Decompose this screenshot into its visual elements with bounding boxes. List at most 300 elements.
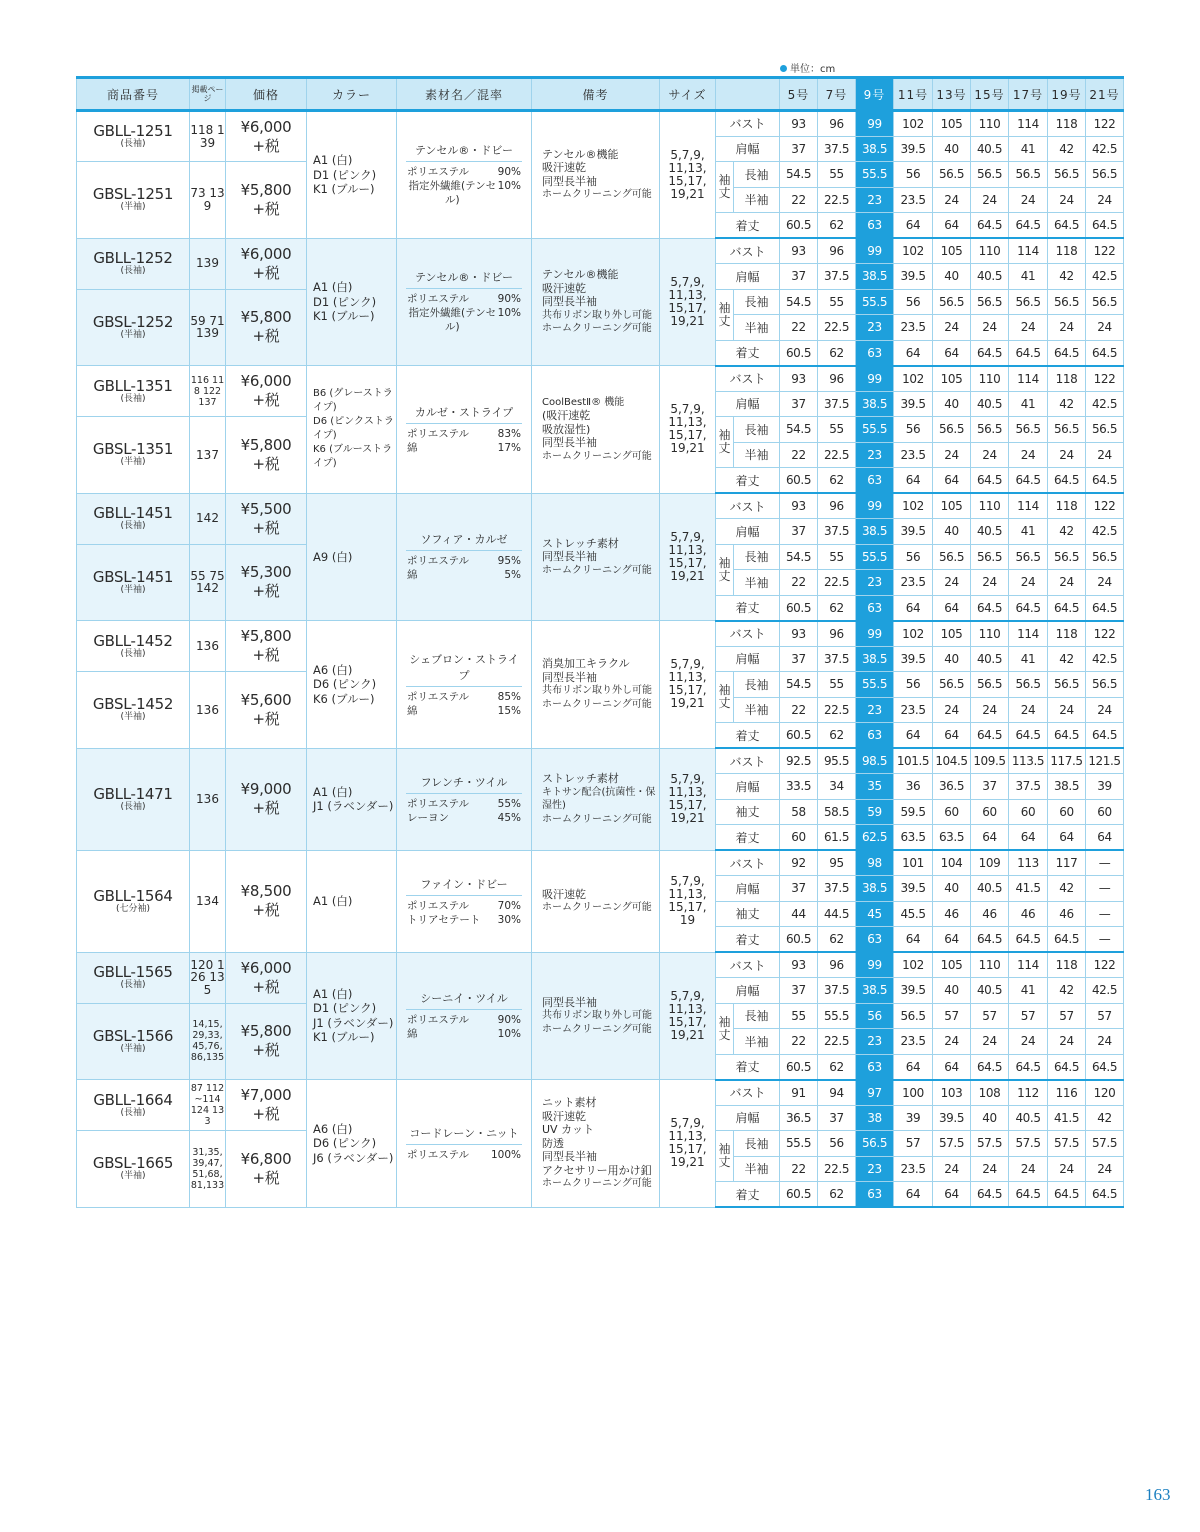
header-code: 商品番号	[77, 78, 190, 111]
measure-value: 24	[1048, 187, 1086, 213]
measure-value: 55.5	[780, 1131, 818, 1157]
notes-cell	[532, 1080, 660, 1208]
measure-value: 57	[1009, 1003, 1048, 1029]
row-label-half: 半袖	[734, 1156, 780, 1182]
measure-value: 42.5	[1086, 136, 1124, 162]
row-label-long: 長袖	[734, 672, 780, 698]
measure-value: 24	[1009, 697, 1048, 723]
measure-value: 40.5	[1009, 1105, 1048, 1131]
measure-value: 60	[780, 825, 818, 851]
measure-value: 62.5	[856, 825, 894, 851]
price-cell	[226, 289, 307, 366]
fiber: ポリエステル	[407, 293, 470, 306]
measure-value: 64	[933, 927, 971, 953]
measure-value: 64	[1086, 825, 1124, 851]
measure-value: 24	[933, 697, 971, 723]
measure-value: 24	[1048, 1156, 1086, 1182]
measure-value: 57.5	[1048, 1131, 1086, 1157]
colors-cell	[307, 1080, 397, 1208]
color-option: D6 (ピンク)	[313, 677, 377, 691]
material-ratio	[397, 554, 531, 568]
measure-value: 64.5	[971, 595, 1009, 621]
measure-value: 64.5	[971, 1182, 1009, 1208]
measure-value: 46	[1009, 901, 1048, 927]
notes-cell	[532, 366, 660, 494]
measure-value: 64	[933, 595, 971, 621]
material-ratio	[397, 292, 531, 306]
fiber: 指定外繊維(テンセル)	[408, 180, 497, 207]
measure-value: 24	[1086, 570, 1124, 596]
measure-value: —	[1086, 876, 1124, 902]
header-size-15: 15号	[971, 78, 1009, 111]
measure-value: 118	[1048, 952, 1086, 978]
tax-note: +税	[252, 454, 280, 473]
tax-note: +税	[252, 1168, 280, 1187]
measure-value: 54.5	[780, 289, 818, 315]
measure-value: 39.5	[894, 519, 933, 545]
product-group	[77, 748, 1124, 850]
header-size-9: 9号	[856, 78, 894, 111]
product-code-cell	[77, 1131, 190, 1208]
measure-value: 102	[894, 238, 933, 264]
measure-value: 60.5	[780, 723, 818, 749]
measure-value: 63	[856, 340, 894, 366]
tax-note: +税	[252, 901, 280, 919]
ratio: 70%	[497, 899, 521, 912]
color-option: K6 (ブルー)	[313, 691, 375, 706]
product-code: GBSL-1452	[92, 695, 174, 714]
measure-value: 24	[1009, 187, 1048, 213]
measure-value: 64.5	[1009, 723, 1048, 749]
header-size: サイズ	[660, 78, 716, 111]
measure-value: 56	[894, 289, 933, 315]
material-ratio	[397, 441, 531, 455]
material-cell	[397, 238, 532, 366]
note-line: 吸放湿性)	[542, 422, 591, 436]
row-label-bust: バスト	[716, 238, 780, 264]
measure-value: 105	[933, 366, 971, 392]
note-line: ホームクリーニング可能	[542, 698, 652, 710]
measure-value: 99	[856, 366, 894, 392]
measure-value: 41	[1009, 978, 1048, 1004]
product-group	[77, 621, 1124, 749]
material-name: シーニイ・ツイル	[406, 990, 522, 1010]
measure-value: 103	[933, 1080, 971, 1106]
measure-value: 38.5	[856, 391, 894, 417]
row-label-length: 着丈	[716, 595, 780, 621]
product-code: GBSL-1665	[92, 1154, 174, 1173]
measure-value: 37	[780, 391, 818, 417]
measure-value: 105	[933, 621, 971, 647]
sleeve-type: (長袖)	[120, 1107, 146, 1118]
size-row	[77, 111, 1124, 137]
measure-value: 24	[1086, 187, 1124, 213]
measure-value: 93	[780, 366, 818, 392]
measure-value: 59	[856, 799, 894, 825]
measure-value: 55.5	[856, 544, 894, 570]
note-line: ホームクリーニング可能	[542, 450, 652, 462]
measure-value: 101.5	[894, 748, 933, 774]
price-cell	[226, 748, 307, 850]
color-option: J1 (ラベンダー)	[313, 799, 394, 813]
product-code: GBSL-1351	[92, 440, 174, 459]
measure-value: 57.5	[971, 1131, 1009, 1157]
note-line: ホームクリーニング可能	[542, 902, 652, 913]
size-range: 5,7,9, 11,13, 15,17, 19,21	[660, 1080, 716, 1208]
color-option: J6 (ラベンダー)	[313, 1150, 394, 1165]
measure-value: 114	[1009, 621, 1048, 647]
measure-value: 56.5	[1009, 162, 1048, 188]
pages-cell: 73 139	[190, 162, 226, 239]
measure-value: 60.5	[780, 927, 818, 953]
measure-value: 37	[780, 519, 818, 545]
measure-value: 63	[856, 595, 894, 621]
measure-value: 109	[971, 850, 1009, 876]
measure-value: 93	[780, 952, 818, 978]
material-name: テンセル®・ドビー	[406, 269, 522, 289]
color-option: K1 (ブルー)	[313, 182, 375, 196]
measure-value: 23	[856, 1156, 894, 1182]
sleeve-type: (長袖)	[120, 139, 146, 149]
measure-value: 99	[856, 493, 894, 519]
note-line: 同型長半袖	[542, 995, 597, 1009]
measure-value: 37	[780, 136, 818, 162]
fiber: ポリエステル	[407, 1148, 470, 1161]
measure-value: 56.5	[933, 289, 971, 315]
measure-value: 42	[1048, 264, 1086, 290]
measure-value: 37	[818, 1105, 856, 1131]
measure-value: 114	[1009, 111, 1048, 137]
price: ¥6,800	[240, 1149, 292, 1168]
measure-value: 22.5	[818, 1156, 856, 1182]
measure-value: 96	[818, 111, 856, 137]
measure-value: 40.5	[971, 136, 1009, 162]
measure-value: 40	[933, 876, 971, 902]
color-option: D1 (ピンク)	[313, 294, 377, 309]
tax-note: +税	[252, 136, 280, 155]
ratio: 90%	[497, 166, 521, 179]
sleeve-group-label: 袖丈	[716, 289, 734, 340]
measure-value: 105	[933, 493, 971, 519]
measure-value: 24	[1086, 1029, 1124, 1055]
price-cell	[226, 850, 307, 952]
fiber: 綿	[407, 704, 418, 717]
measure-value: 24	[1048, 442, 1086, 468]
measure-value: 24	[1048, 697, 1086, 723]
measure-value: 112	[1009, 1080, 1048, 1106]
fiber: ポリエステル	[407, 899, 470, 912]
measure-value: 105	[933, 111, 971, 137]
measure-value: 64.5	[971, 340, 1009, 366]
row-label-shoulder: 肩幅	[716, 519, 780, 545]
measure-value: 114	[1009, 952, 1048, 978]
ratio: 30%	[497, 913, 521, 926]
row-label-shoulder: 肩幅	[716, 978, 780, 1004]
measure-value: 64.5	[1048, 723, 1086, 749]
header-size-21: 21号	[1086, 78, 1124, 111]
measure-value: 22	[780, 570, 818, 596]
fiber: 指定外繊維(テンセル)	[408, 307, 497, 334]
measure-value: 62	[818, 468, 856, 494]
sleeve-group-label: 袖丈	[716, 1131, 734, 1182]
measure-value: 37	[971, 774, 1009, 800]
header-size-17: 17号	[1009, 78, 1048, 111]
ratio: 15%	[497, 704, 521, 717]
measure-value: 56.5	[1009, 544, 1048, 570]
measure-value: 55.5	[856, 162, 894, 188]
sleeve-type: (長袖)	[120, 266, 146, 276]
material-ratio	[397, 704, 531, 718]
row-label-half: 半袖	[734, 697, 780, 723]
row-label-long: 長袖	[734, 417, 780, 443]
sleeve-type: (長袖)	[120, 648, 146, 659]
row-label-sleeve: 袖丈	[716, 901, 780, 927]
measure-value: 36.5	[933, 774, 971, 800]
measure-value: 56.5	[933, 162, 971, 188]
measure-value: 113.5	[1009, 748, 1048, 774]
measure-value: 96	[818, 366, 856, 392]
measure-value: 37.5	[818, 519, 856, 545]
measure-value: 110	[971, 952, 1009, 978]
row-label-length: 着丈	[716, 1182, 780, 1208]
sleeve-type: (半袖)	[120, 1171, 146, 1182]
fiber: トリアセテート	[407, 913, 481, 926]
product-group	[77, 238, 1124, 366]
measure-value: 23.5	[894, 442, 933, 468]
pages-cell: 14,15, 29,33, 45,76, 86,135	[190, 1003, 226, 1080]
fiber: ポリエステル	[407, 797, 470, 810]
note-line: (吸汗速乾	[542, 409, 591, 422]
measure-value: 64	[933, 213, 971, 239]
measure-value: 96	[818, 621, 856, 647]
measure-value: 42	[1048, 391, 1086, 417]
color-option: A1 (白)	[313, 784, 353, 799]
material-cell	[397, 850, 532, 952]
fiber: ポリエステル	[407, 555, 470, 568]
measure-value: 23.5	[894, 1029, 933, 1055]
row-label-bust: バスト	[716, 366, 780, 392]
measure-value: 37.5	[1009, 774, 1048, 800]
product-code-cell	[77, 111, 190, 162]
measure-value: 45.5	[894, 901, 933, 927]
measure-value: 37.5	[818, 978, 856, 1004]
measure-value: 92.5	[780, 748, 818, 774]
pages-cell: 139	[190, 238, 226, 289]
measure-value: —	[1086, 850, 1124, 876]
size-row	[77, 621, 1124, 647]
measure-value: 102	[894, 952, 933, 978]
measure-value: 22.5	[818, 315, 856, 341]
material-cell	[397, 1080, 532, 1208]
row-label-length: 着丈	[716, 213, 780, 239]
measure-value: 24	[933, 187, 971, 213]
measure-value: 24	[971, 570, 1009, 596]
measure-value: 39	[1086, 774, 1124, 800]
measure-value: 23	[856, 187, 894, 213]
product-code-cell	[77, 238, 190, 289]
sleeve-type: (長袖)	[120, 980, 146, 990]
note-line: 防透	[542, 1136, 564, 1150]
measure-value: 24	[971, 187, 1009, 213]
note-line: ストレッチ素材	[542, 772, 619, 785]
size-range: 5,7,9, 11,13, 15,17, 19,21	[660, 493, 716, 621]
measure-value: 110	[971, 366, 1009, 392]
size-range: 5,7,9, 11,13, 15,17, 19,21	[660, 748, 716, 850]
measure-value: 37	[780, 264, 818, 290]
measure-value: 24	[1009, 570, 1048, 596]
measure-value: 55	[780, 1003, 818, 1029]
measure-value: 63	[856, 213, 894, 239]
price-cell	[226, 1003, 307, 1080]
material-ratio	[397, 811, 531, 825]
color-option: A1 (白)	[313, 280, 353, 294]
measure-value: 64.5	[1086, 595, 1124, 621]
product-group	[77, 111, 1124, 239]
pages-cell: 116 118 122 137	[190, 366, 226, 417]
note-line: ホームクリーニング可能	[542, 1178, 652, 1189]
fiber: ポリエステル	[407, 166, 470, 179]
measure-value: 22	[780, 1029, 818, 1055]
measure-value: 93	[780, 238, 818, 264]
sleeve-type: (半袖)	[120, 712, 146, 723]
notes-cell	[532, 952, 660, 1080]
note-line: 同型長半袖	[542, 670, 597, 684]
fiber: 綿	[407, 1028, 418, 1041]
measure-value: 96	[818, 493, 856, 519]
measure-value: 92	[780, 850, 818, 876]
product-code-cell	[77, 621, 190, 672]
header-size-11: 11号	[894, 78, 933, 111]
measure-value: 64	[894, 723, 933, 749]
price-cell	[226, 162, 307, 239]
measure-value: 22.5	[818, 570, 856, 596]
measure-value: 40	[933, 519, 971, 545]
header-color: カラー	[307, 78, 397, 111]
measure-value: 62	[818, 1054, 856, 1080]
notes-cell	[532, 238, 660, 366]
size-row	[77, 238, 1124, 264]
size-range: 5,7,9, 11,13, 15,17, 19,21	[660, 366, 716, 494]
header-size-19: 19号	[1048, 78, 1086, 111]
header-row	[77, 78, 1124, 111]
measure-value: 110	[971, 493, 1009, 519]
measure-value: 37	[780, 876, 818, 902]
measure-value: 56.5	[1048, 162, 1086, 188]
size-range: 5,7,9, 11,13, 15,17, 19,21	[660, 621, 716, 749]
measure-value: 122	[1086, 238, 1124, 264]
color-option: K6 (ブルーストライプ)	[313, 444, 393, 470]
measure-value: 59.5	[894, 799, 933, 825]
row-label-length: 着丈	[716, 723, 780, 749]
row-label-long: 長袖	[734, 1003, 780, 1029]
notes-cell	[532, 493, 660, 621]
row-label-shoulder: 肩幅	[716, 264, 780, 290]
measure-value: 41	[1009, 519, 1048, 545]
measure-value: 23.5	[894, 570, 933, 596]
header-price: 価格	[226, 78, 307, 111]
measure-value: 56.5	[971, 672, 1009, 698]
fiber: ポリエステル	[407, 690, 470, 703]
row-label-bust: バスト	[716, 493, 780, 519]
note-line: 同型長半袖	[542, 436, 597, 449]
row-label-half: 半袖	[734, 442, 780, 468]
pages-cell: 31,35, 39,47, 51,68, 81,133	[190, 1131, 226, 1208]
sleeve-group-label: 袖丈	[716, 1003, 734, 1054]
measure-value: 23.5	[894, 697, 933, 723]
measure-value: 57.5	[933, 1131, 971, 1157]
price: ¥6,000	[240, 244, 292, 263]
measure-value: 24	[1009, 315, 1048, 341]
measure-value: 56.5	[1009, 672, 1048, 698]
ratio: 10%	[497, 307, 521, 320]
note-line: 吸汗速乾	[542, 887, 586, 901]
measure-value: —	[1086, 901, 1124, 927]
measure-value: 64.5	[1048, 595, 1086, 621]
measure-value: 64	[971, 825, 1009, 851]
material-ratio	[397, 165, 531, 179]
measure-value: 56.5	[1048, 544, 1086, 570]
price-cell	[226, 621, 307, 672]
price: ¥5,600	[240, 690, 292, 709]
measure-value: 24	[1009, 1029, 1048, 1055]
measure-value: 40.5	[971, 978, 1009, 1004]
measure-value: 39	[894, 1105, 933, 1131]
measure-value: 58.5	[818, 799, 856, 825]
measure-value: 122	[1086, 493, 1124, 519]
measure-value: 99	[856, 952, 894, 978]
material-name: ファイン・ドビー	[406, 876, 522, 896]
measure-value: 24	[933, 315, 971, 341]
measure-value: 104	[933, 850, 971, 876]
note-line: 同型長半袖	[542, 295, 597, 308]
measure-value: 64.5	[1009, 1054, 1048, 1080]
material-ratio	[397, 899, 531, 913]
measure-value: 22.5	[818, 697, 856, 723]
note-line: ニット素材	[542, 1096, 597, 1109]
pages-cell: 120 126 135	[190, 952, 226, 1003]
product-code: GBSL-1252	[92, 312, 174, 331]
measure-value: 55.5	[856, 289, 894, 315]
measure-value: 55	[818, 417, 856, 443]
product-group	[77, 493, 1124, 621]
measure-value: 56.5	[933, 417, 971, 443]
measure-value: 42	[1048, 519, 1086, 545]
note-line: UV カット	[542, 1123, 594, 1136]
measure-value: 122	[1086, 621, 1124, 647]
measure-value: 39.5	[894, 876, 933, 902]
pages-cell: 134	[190, 850, 226, 952]
sleeve-group-label: 袖丈	[716, 672, 734, 723]
measure-value: 64.5	[1048, 1182, 1086, 1208]
material-name: テンセル®・ドビー	[406, 142, 522, 162]
measure-value: 24	[971, 442, 1009, 468]
measure-value: 57	[933, 1003, 971, 1029]
header-size-13: 13号	[933, 78, 971, 111]
pages-cell: 137	[190, 417, 226, 494]
measure-value: 37.5	[818, 876, 856, 902]
measure-value: 39.5	[933, 1105, 971, 1131]
row-label-long: 長袖	[734, 162, 780, 188]
color-option: A6 (白)	[313, 662, 353, 677]
tax-note: +税	[252, 327, 280, 346]
measure-value: 64.5	[971, 468, 1009, 494]
measure-value: 23	[856, 1029, 894, 1055]
measure-value: 64.5	[1086, 213, 1124, 239]
measure-value: 23.5	[894, 1156, 933, 1182]
measure-value: 42	[1048, 646, 1086, 672]
measure-value: 118	[1048, 238, 1086, 264]
measure-value: 56	[856, 1003, 894, 1029]
